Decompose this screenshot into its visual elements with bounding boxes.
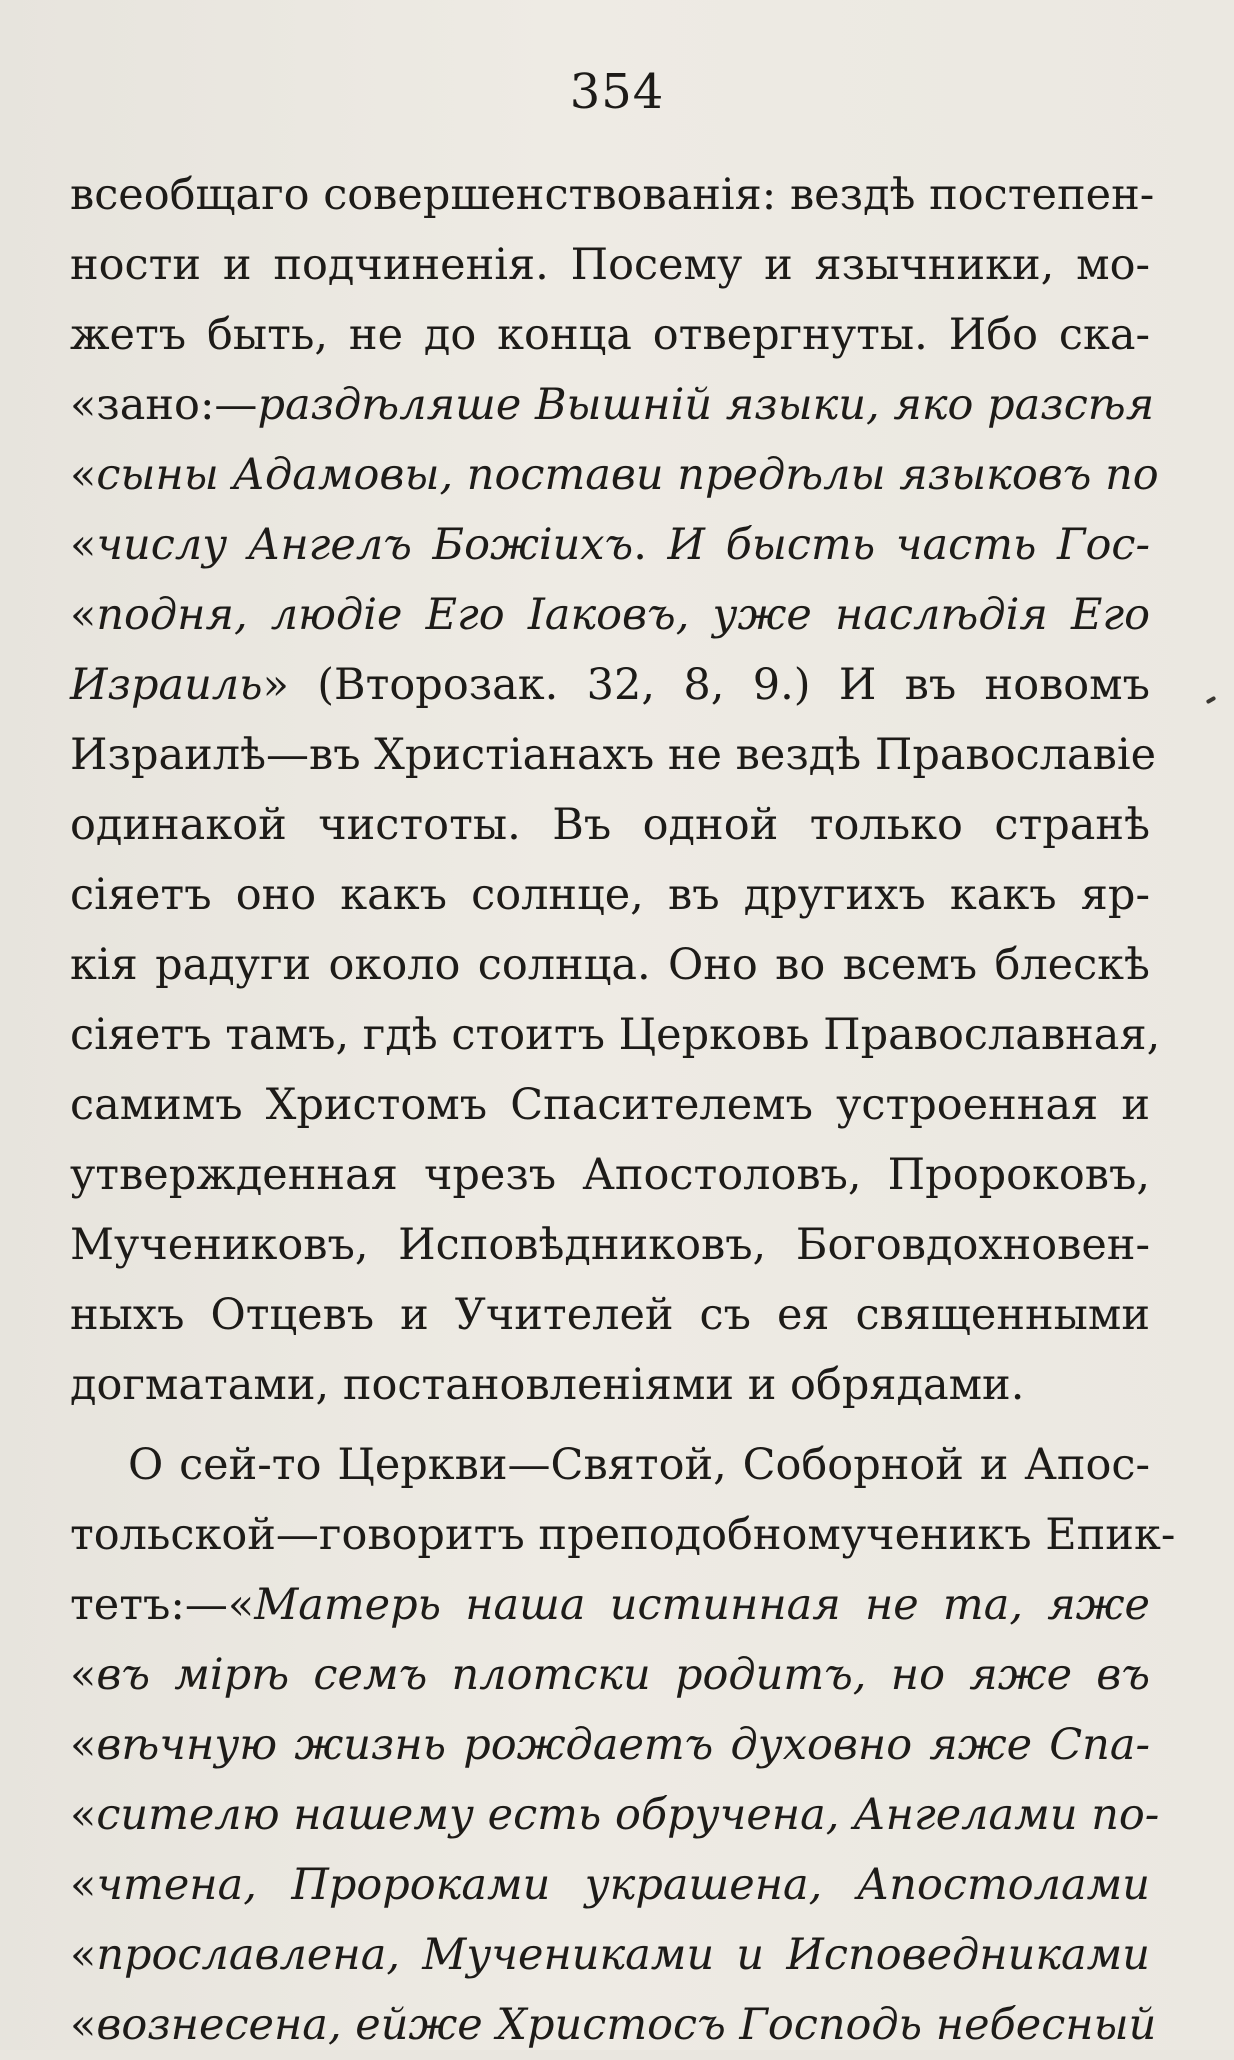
text-line bbox=[70, 300, 1150, 370]
text-line bbox=[70, 1430, 1150, 1500]
text-line bbox=[70, 1210, 1150, 1280]
text-span: О сей-то Церкви—Святой, Соборной и Апос- bbox=[128, 1440, 1150, 1490]
text-span: ныхъ Отцевъ и Учителей съ ея священными bbox=[70, 1290, 1150, 1340]
text-span: «зано:— bbox=[70, 380, 258, 430]
text-span: « bbox=[70, 1930, 97, 1980]
text-span: тетъ:—« bbox=[70, 1580, 255, 1630]
text-line bbox=[70, 580, 1150, 650]
text-line bbox=[70, 650, 1150, 720]
text-line bbox=[70, 790, 1150, 860]
italic-text: И бысть часть Гос- bbox=[667, 520, 1150, 570]
text-span: . bbox=[633, 520, 668, 570]
italic-text: числу Ангелъ Божіихъ bbox=[96, 520, 634, 570]
text-span: Мучениковъ, Исповѣдниковъ, Боговдохновен- bbox=[70, 1220, 1150, 1270]
text-span: « bbox=[70, 1720, 97, 1770]
italic-text: сыны Адамовы, постави предѣлы языковъ по bbox=[96, 450, 1159, 500]
text-span: кія радуги около солнца. Оно во всемъ блескѣ bbox=[70, 940, 1150, 990]
text-span: « bbox=[70, 520, 97, 570]
text-line bbox=[70, 1920, 1150, 1990]
text-span: тольской—говоритъ преподобномученикъ Епик- bbox=[70, 1510, 1176, 1560]
text-span: сіяетъ оно какъ солнце, въ другихъ какъ яр- bbox=[70, 870, 1150, 920]
text-line bbox=[70, 1350, 1150, 1420]
text-line bbox=[70, 1140, 1150, 1210]
text-line bbox=[70, 1570, 1150, 1640]
italic-text: раздѣляше Вышній языки, яко разсѣя bbox=[257, 380, 1155, 430]
italic-text: сителю нашему есть обручена, Ангелами по- bbox=[96, 1790, 1160, 1840]
text-span: Израилѣ—въ Христіанахъ не вездѣ Православіе bbox=[70, 730, 1157, 780]
text-span: « bbox=[70, 1860, 97, 1910]
text-line bbox=[70, 370, 1155, 440]
text-line bbox=[70, 860, 1150, 930]
text-span: утвержденная чрезъ Апостоловъ, Пророковъ, bbox=[70, 1150, 1150, 1200]
italic-text: Матерь наша истинная не та, яже bbox=[254, 1580, 1150, 1630]
text-span: ности и подчиненія. Посему и язычники, мо- bbox=[70, 240, 1150, 290]
text-span: » (Второзак. 32, 8, 9.) И въ новомъ bbox=[262, 660, 1150, 710]
text-span: « bbox=[70, 2000, 97, 2050]
text-line bbox=[70, 230, 1150, 300]
text-line bbox=[70, 930, 1150, 1000]
text-line bbox=[70, 1000, 1161, 1070]
text-span: всеобщаго совершенствованія: вездѣ постепен- bbox=[70, 170, 1155, 220]
italic-text: вѣчную жизнь рождаетъ духовно яже Спа- bbox=[96, 1720, 1150, 1770]
text-span: « bbox=[70, 450, 97, 500]
text-span: одинакой чистоты. Въ одной только странѣ bbox=[70, 800, 1150, 850]
text-line bbox=[70, 1280, 1150, 1350]
text-span: жетъ быть, не до конца отвергнуты. Ибо ска- bbox=[70, 310, 1150, 360]
text-span: самимъ Христомъ Спасителемъ устроенная и bbox=[70, 1080, 1150, 1130]
text-line bbox=[70, 510, 1150, 580]
page-number: 354 bbox=[569, 64, 665, 120]
text-line bbox=[70, 1780, 1160, 1850]
text-line bbox=[70, 1070, 1150, 1140]
paragraph-gap bbox=[70, 1420, 1150, 1430]
text-line bbox=[70, 440, 1159, 510]
text-line bbox=[70, 1710, 1150, 1780]
text-span: догматами, постановленіями и обрядами. bbox=[70, 1360, 1025, 1410]
text-line bbox=[70, 160, 1155, 230]
text-span: « bbox=[70, 590, 97, 640]
italic-text: въ мірѣ семъ плотски родитъ, но яже въ bbox=[96, 1650, 1150, 1700]
text-span: « bbox=[70, 1650, 97, 1700]
text-span: « bbox=[70, 1790, 97, 1840]
italic-text: Израиль bbox=[70, 660, 263, 710]
italic-text: вознесена, ейже Христосъ Господь небесный bbox=[96, 2000, 1157, 2050]
text-line bbox=[70, 1850, 1150, 1920]
text-line bbox=[70, 1500, 1176, 1570]
body-text bbox=[70, 160, 1176, 2060]
text-line bbox=[70, 720, 1157, 790]
italic-text: чтена, Пророками украшена, Апостолами bbox=[96, 1860, 1150, 1910]
italic-text: подня, людіе Его Іаковъ, уже наслѣдія Его bbox=[96, 590, 1150, 640]
text-line bbox=[70, 1640, 1150, 1710]
text-span: сіяетъ тамъ, гдѣ стоитъ Церковь Православная, bbox=[70, 1010, 1161, 1060]
margin-mark bbox=[1206, 696, 1217, 704]
italic-text: прославлена, Мучениками и Исповедниками bbox=[96, 1930, 1150, 1980]
